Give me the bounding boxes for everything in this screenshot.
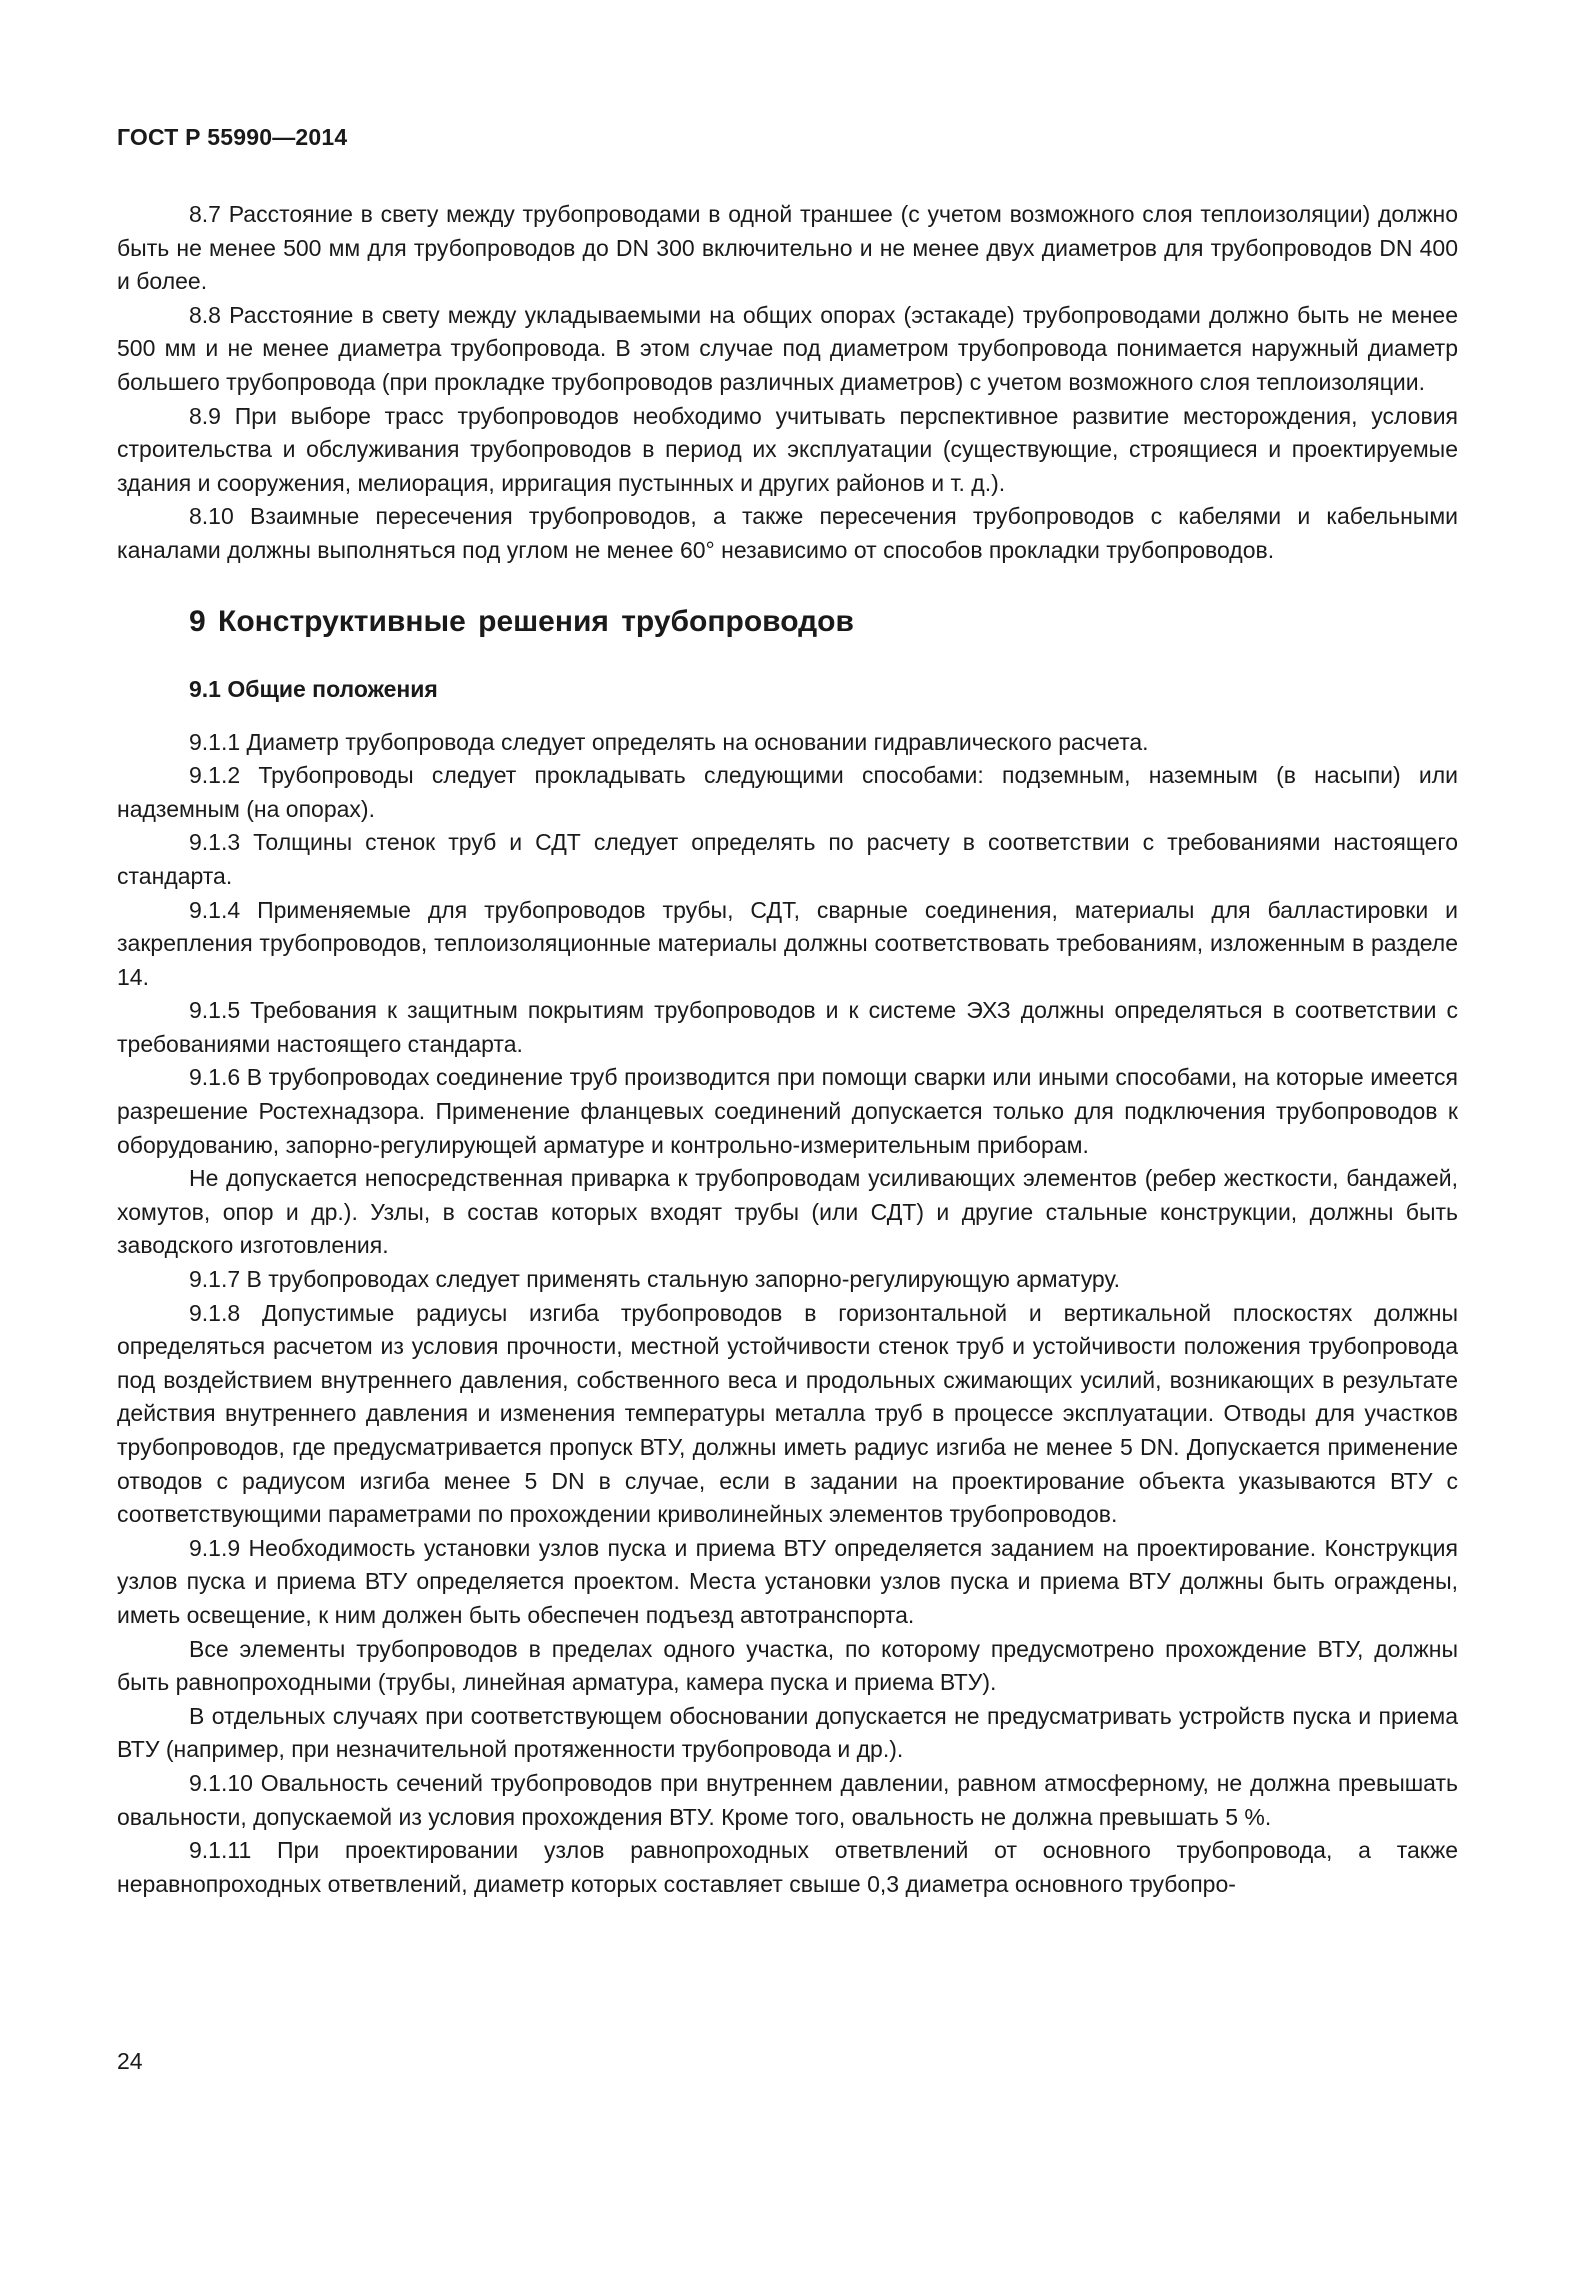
page-content: [117, 198, 1458, 1901]
paragraph-9-1-2: 9.1.2 Трубопроводы следует прокладывать следующими способами: подземным, наземным (в насыпи) или надземным (на опорах).: [117, 762, 1458, 822]
paragraph-9-1-3: 9.1.3 Толщины стенок труб и СДТ следует определять по расчету в соответствии с требованиями настоящего стандарта.: [117, 829, 1458, 889]
page-number: 24: [117, 2048, 143, 2074]
paragraph-9-1-1: 9.1.1 Диаметр трубопровода следует определять на основании гидравлического расчета.: [189, 728, 1149, 755]
paragraph-9-1-9-cont-a: Все элементы трубопроводов в пределах одного участка, по которому предусмотрено прохождение ВТУ, должны быть равнопроходными (трубы, линейная арматура, камера пуска и приема ВТУ).: [117, 1635, 1458, 1696]
paragraph-9-1-7: 9.1.7 В трубопроводах следует применять стальную запорно-регулирующую арматуру.: [189, 1266, 1121, 1293]
paragraph-9-1-5: 9.1.5 Требования к защитным покрытиям трубопроводов и к системе ЭХЗ должны определяться в соответствии с требованиями настоящего стандарта.: [117, 997, 1458, 1057]
section-9-title: 9 Конструктивные решения трубопроводов: [189, 604, 854, 638]
paragraph-9-1-11: 9.1.11 При проектировании узлов равнопроходных ответвлений от основного трубопровода, а также неравнопроходных ответвлений, диаметр которых составляет свыше 0,3 диаметра основного трубопро-: [117, 1837, 1458, 1897]
paragraph-9-1-8: 9.1.8 Допустимые радиусы изгиба трубопроводов в горизонтальной и вертикальной плоскостях должны определяться расчетом из условия прочности, местной устойчивости стенок труб и устойчивости положения трубопровода под воздействием внутреннего давления, собственного веса и продольных сжимающих усилий, возникающих в результате действия внутреннего давления и изменения температуры металла труб в процессе эксплуатации. Отводы для участков трубопроводов, где предусматривается пропуск ВТУ, должны иметь радиус изгиба не менее 5 DN. Допускается применение отводов с радиусом изгиба менее 5 DN в случае, если в задании на проектирование объекта указываются ВТУ с соответствующими параметрами по прохождении криволинейных элементов трубопроводов.: [117, 1299, 1458, 1528]
paragraph-8-9: 8.9 При выборе трасс трубопроводов необходимо учитывать перспективное развитие месторождения, условия строительства и обслуживания трубопроводов в период их эксплуатации (существующие, строящиеся и проектируемые здания и сооружения, мелиорация, ирригация пустынных и других районов и т. д.).: [117, 402, 1458, 496]
standard-code-header: ГОСТ Р 55990—2014: [117, 124, 348, 150]
paragraph-9-1-9: 9.1.9 Необходимость установки узлов пуска и приема ВТУ определяется заданием на проектирование. Конструкция узлов пуска и приема ВТУ определяется проектом. Места установки узлов пуска и приема ВТУ должны быть ограждены, иметь освещение, к ним должен быть обеспечен подъезд автотранспорта.: [117, 1534, 1458, 1628]
paragraph-9-1-6: 9.1.6 В трубопроводах соединение труб производится при помощи сварки или иными способами, на которые имеется разрешение Ростехнадзора. Применение фланцевых соединений допускается только для подключения трубопроводов к оборудованию, запорно-регулирующей арматуре и контрольно-измерительным приборам.: [117, 1064, 1458, 1158]
paragraph-8-8: 8.8 Расстояние в свету между укладываемыми на общих опорах (эстакаде) трубопроводами должно быть не менее 500 мм и не менее диаметра трубопровода. В этом случае под диаметром трубопровода понимается наружный диаметр большего трубопровода (при прокладке трубопроводов различных диаметров) с учетом возможного слоя теплоизоляции.: [117, 301, 1458, 395]
paragraph-9-1-4: 9.1.4 Применяемые для трубопроводов трубы, СДТ, сварные соединения, материалы для балластировки и закрепления трубопроводов, теплоизоляционные материалы должны соответствовать требованиям, изложенным в разделе 14.: [117, 896, 1458, 990]
paragraph-8-10: 8.10 Взаимные пересечения трубопроводов, а также пересечения трубопроводов с кабелями и кабельными каналами должны выполняться под углом не менее 60° независимо от способов прокладки трубопроводов.: [117, 503, 1458, 563]
paragraph-9-1-6-cont: Не допускается непосредственная приварка к трубопроводам усиливающих элементов (ребер жесткости, бандажей, хомутов, опор и др.). Узлы, в состав которых входят трубы (или СДТ) и другие стальные конструкции, должны быть заводского изготовления.: [117, 1165, 1458, 1259]
subsection-9-1-title: 9.1 Общие положения: [189, 675, 438, 702]
paragraph-8-7: 8.7 Расстояние в свету между трубопроводами в одной траншее (с учетом возможного слоя теплоизоляции) должно быть не менее 500 мм для трубопроводов до DN 300 включительно и не менее двух диаметров для трубопроводов DN 400 и более.: [117, 201, 1458, 295]
paragraph-9-1-9-cont-b: В отдельных случаях при соответствующем обосновании допускается не предусматривать устройств пуска и приема ВТУ (например, при незначительной протяженности трубопровода и др.).: [117, 1702, 1458, 1763]
paragraph-9-1-10: 9.1.10 Овальность сечений трубопроводов при внутреннем давлении, равном атмосферному, не должна превышать овальности, допускаемой из условия прохождения ВТУ. Кроме того, овальность не должна превышать 5 %.: [117, 1769, 1458, 1830]
